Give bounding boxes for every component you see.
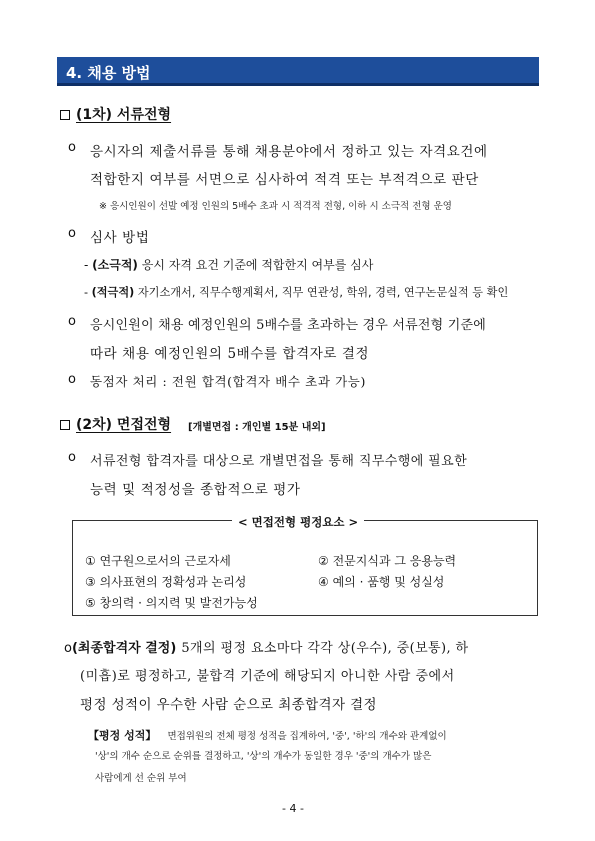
score-line1: 면접위원의 전체 평정 성적을 집계하여, '중', '하'의 개수와 관계없이: [167, 731, 447, 742]
method2-row: [84, 284, 508, 300]
second-bullet1-line1: 서류전형 합격자를 대상으로 개별면접을 통해 직무수행에 필요한: [90, 454, 468, 469]
bullet-icon: o: [68, 226, 76, 241]
second-stage-heading: (2차) 면접전형: [76, 417, 172, 433]
first-stage-heading: (1차) 서류전형: [76, 107, 172, 123]
method-title: 심사 방법: [90, 230, 150, 246]
bullet-icon: o: [68, 372, 76, 387]
bullet-icon: o: [68, 140, 76, 155]
method2-label: (적극적): [91, 286, 135, 299]
final-line1: 5개의 평정 요소마다 각각 상(우수), 중(보통), 하: [181, 641, 469, 656]
score-label: 【평정 성적】: [88, 729, 157, 742]
second-bullet1-line2: 능력 및 적정성을 종합적으로 평가: [90, 482, 301, 498]
page-number: - 4 -: [282, 802, 304, 815]
score-line1-row: [88, 724, 447, 743]
method1-row: [84, 256, 373, 273]
second-stage-note: [개별면접 : 개인별 15분 내외]: [188, 422, 326, 433]
first-bullet4: 동점자 처리 : 전원 합격(합격자 배수 초과 가능): [90, 374, 366, 389]
first-bullet3-line1: 응시인원이 채용 예정인원의 5배수를 초과하는 경우 서류전형 기준에: [90, 318, 487, 333]
eval-item-3: ③ 의사표현의 정확성과 논리성: [85, 575, 247, 589]
first-bullet1-line1: 응시자의 제출서류를 통해 채용분야에서 정하고 있는 자격요건에: [90, 144, 488, 160]
first-bullet3-line2: 따라 채용 예정인원의 5배수를 합격자로 결정: [90, 346, 370, 362]
final-line2: (미흡)로 평정하고, 불합격 기준에 해당되지 아니한 사람 중에서: [80, 669, 455, 684]
eval-item-2: ② 전문지식과 그 응용능력: [318, 554, 457, 568]
checkbox-square-icon: [60, 420, 70, 430]
section-title: 4. 채용 방법: [66, 64, 151, 82]
score-line3: 사람에게 선 순위 부여: [95, 773, 187, 784]
section-header: [57, 57, 539, 86]
evaluation-box-title: < 면접전형 평정요소 >: [232, 514, 364, 530]
final-label: (최종합격자 결정): [71, 641, 177, 656]
first-note: ※ 응시인원이 선발 예정 인원의 5배수 초과 시 적격적 전형, 이하 시 소극적 전형 운영: [99, 201, 452, 212]
dash-icon: -: [84, 258, 89, 272]
bullet-icon: o: [68, 314, 76, 329]
eval-item-4: ④ 예의 · 품행 및 성실성: [318, 575, 445, 589]
checkbox-square-icon: [60, 110, 70, 120]
final-line3: 평정 성적이 우수한 사람 순으로 최종합격자 결정: [80, 697, 377, 713]
eval-item-1: ① 연구원으로서의 근로자세: [85, 554, 231, 568]
bullet-icon: o: [64, 641, 72, 656]
final-line1-row: [64, 637, 469, 656]
first-bullet1-line2: 적합한지 여부를 서면으로 심사하여 적격 또는 부적격으로 판단: [90, 172, 479, 188]
bullet-icon: o: [68, 450, 76, 465]
method2-text: 자기소개서, 직무수행계획서, 직무 연관성, 학위, 경력, 연구논문실적 등 확인: [137, 286, 509, 299]
score-line2: '상'의 개수 순으로 순위를 결정하고, '상'의 개수가 동일한 경우 '중'의 개수가 많은: [95, 751, 432, 762]
method1-label: (소극적): [92, 258, 138, 272]
dash-icon: -: [84, 286, 89, 299]
eval-item-5: ⑤ 창의력 · 의지력 및 발전가능성: [85, 596, 258, 610]
method1-text: 응시 자격 요건 기준에 적합한지 여부를 심사: [141, 258, 374, 272]
